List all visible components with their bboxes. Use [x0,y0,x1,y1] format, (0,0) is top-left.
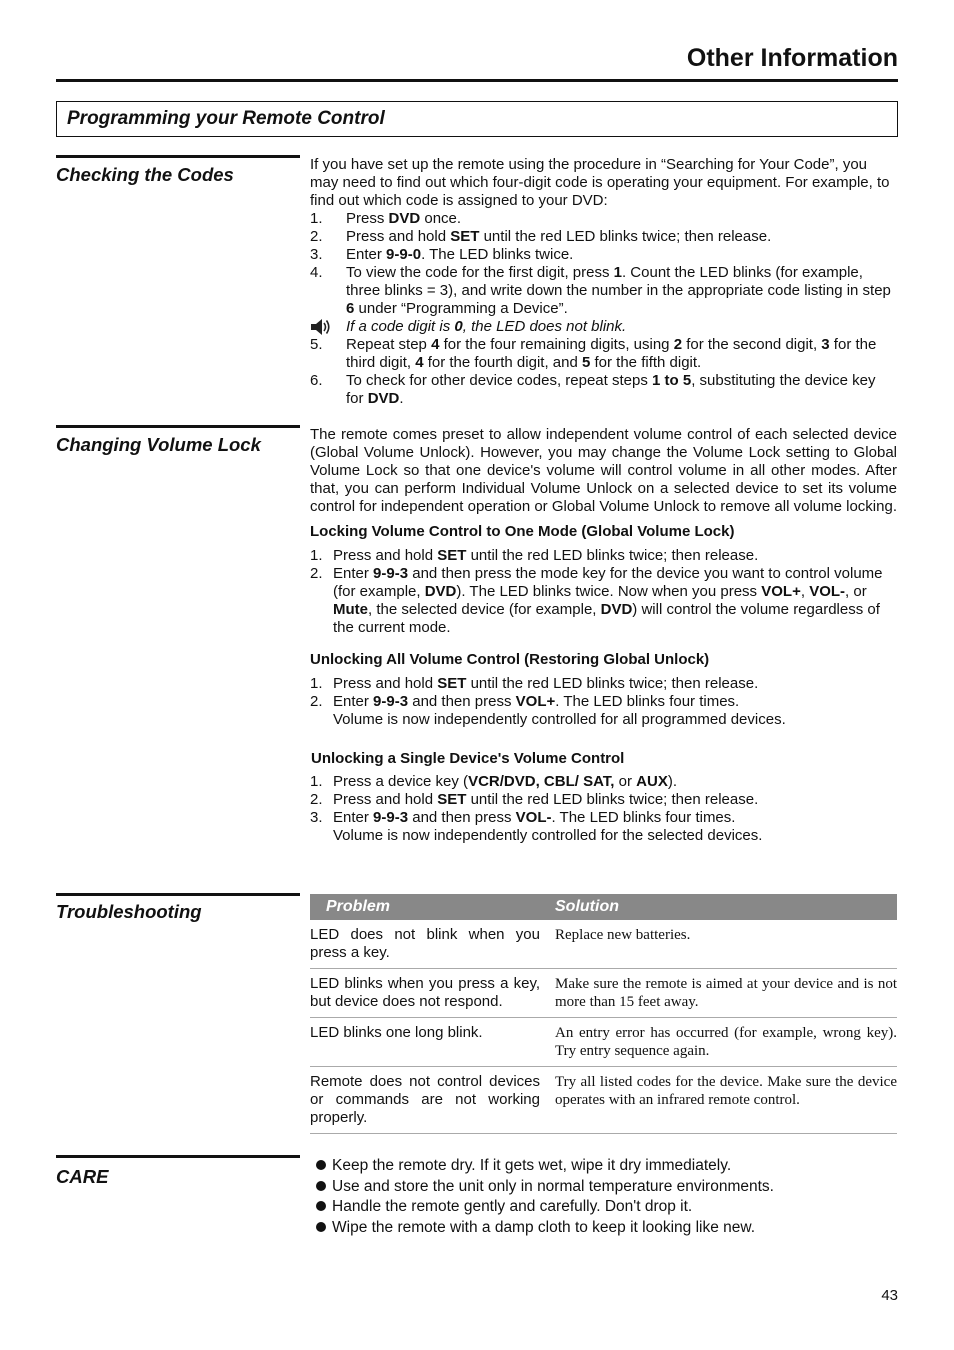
table-row [310,969,897,1018]
unlock-single-steps [310,773,897,827]
step-number: 3. [310,246,323,263]
solution-column-header: Solution [555,894,897,920]
step-number: 2. [310,228,323,245]
bullet-icon [316,1160,326,1170]
solution-cell: An entry error has occurred (for example, wrong key). Try entry sequence again. [555,1018,897,1067]
step-item [310,264,897,318]
step-text: Press and hold SET until the red LED blinks twice; then release. [333,547,759,564]
problem-cell: Remote does not control devices or commands are not working properly. [310,1067,555,1134]
step-text: Press DVD once. [346,210,462,227]
unlock-all-steps [310,675,897,711]
table-row [310,1067,897,1134]
step-text: Press and hold SET until the red LED blinks twice; then release. [333,675,759,692]
checking-heading: Checking the Codes [56,164,234,185]
step-text: Press and hold SET until the red LED blinks twice; then release. [333,791,759,808]
care-item-text: Handle the remote gently and carefully. Don't drop it. [332,1198,693,1215]
step-number: 6. [310,372,323,389]
checking-intro: If you have set up the remote using the procedure in “Searching for Your Code”, you may need to find out which four-digit code is operating your equipment. For example, to find out which code is assigned to your DVD: [310,156,890,209]
step-number: 2. [310,565,323,582]
problem-cell: LED does not blink when you press a key. [310,920,555,969]
title-divider [56,79,898,82]
solution-cell: Try all listed codes for the device. Make sure the device operates with an infrared remote control. [555,1067,897,1134]
step-number: 1. [310,773,323,790]
volume-heading: Changing Volume Lock [56,434,261,455]
volume-intro: The remote comes preset to allow independent volume control of each selected device (Global Volume Unlock). However, you may change the Volume Lock setting to Global Volume Lock so that one device's volume will control volume in all other modes. After that, you can perform Individual Volume Unlock on a selected device to set its volume control for independent operation or Global Volume Unlock to remove all volume locking. [310,426,897,515]
step-text: To view the code for the first digit, press 1. Count the LED blinks (for example, three blinks = 3), and write down the number in the appropriate code listing in step 6 under “Programming a Device”. [346,264,891,317]
step-text: Enter 9-9-3 and then press VOL-. The LED blinks four times. [333,809,736,826]
section-title: Programming your Remote Control [67,108,385,129]
unlock-all-after: Volume is now independently controlled for all programmed devices. [333,711,786,728]
care-content [310,1156,897,1238]
checking-steps-continued [310,336,897,408]
lock-title: Locking Volume Control to One Mode (Global Volume Lock) [310,523,735,540]
step-item [310,547,897,565]
step-item [310,210,897,228]
bullet-icon [316,1222,326,1232]
table-row [310,1018,897,1067]
checking-steps [310,210,897,318]
note-text: If a code digit is 0, the LED does not blink. [346,318,627,335]
checking-note [310,318,897,336]
step-text: Enter 9-9-0. The LED blinks twice. [346,246,574,263]
step-text: To check for other device codes, repeat steps 1 to 5, substituting the device key for DVD. [346,372,876,407]
step-item [310,246,897,264]
unlock-single-after: Volume is now independently controlled for the selected devices. [333,827,763,844]
problem-cell: LED blinks when you press a key, but device does not respond. [310,969,555,1018]
troubleshooting-heading: Troubleshooting [56,901,202,922]
troubleshooting-content [310,894,897,1134]
step-item [310,693,897,711]
care-item [310,1218,897,1239]
troubleshooting-table [310,894,897,1134]
step-item [310,565,897,637]
checking-divider [56,155,300,158]
care-item [310,1197,897,1218]
step-number: 1. [310,547,323,564]
solution-cell: Replace new batteries. [555,920,897,969]
step-text: Enter 9-9-3 and then press VOL+. The LED blinks four times. [333,693,740,710]
step-number: 4. [310,264,323,281]
volume-content [310,426,897,845]
step-item [310,809,897,827]
step-item [310,372,897,408]
care-item-text: Wipe the remote with a damp cloth to keep it looking like new. [332,1218,756,1236]
care-divider [56,1155,300,1158]
section-header-box [56,101,898,137]
step-item [310,773,897,791]
speaker-icon [310,317,332,337]
step-number: 2. [310,693,323,710]
care-item-text: Use and store the unit only in normal temperature environments. [332,1177,774,1195]
step-number: 2. [310,791,323,808]
bullet-icon [316,1181,326,1191]
troubleshooting-divider [56,893,300,896]
table-row [310,920,897,969]
care-heading: CARE [56,1166,109,1187]
step-number: 5. [310,336,323,353]
step-number: 3. [310,809,323,826]
volume-divider [56,425,300,428]
unlock-single-title: Unlocking a Single Device's Volume Control [311,750,625,767]
care-item [310,1156,897,1177]
lock-steps [310,547,897,637]
care-item-text: Keep the remote dry. If it gets wet, wipe it dry immediately. [332,1157,732,1174]
checking-content [310,156,897,408]
bullet-icon [316,1201,326,1211]
step-text: Repeat step 4 for the four remaining digits, using 2 for the second digit, 3 for the third digit, 4 for the fourth digit, and 5 for the fifth digit. [346,336,877,371]
problem-cell: LED blinks one long blink. [310,1018,555,1067]
page-number: 43 [881,1287,898,1304]
care-item [310,1177,897,1198]
step-item [310,228,897,246]
step-text: Press a device key (VCR/DVD, CBL/ SAT, or AUX). [333,773,677,790]
step-number: 1. [310,210,323,227]
solution-cell: Make sure the remote is aimed at your device and is not more than 15 feet away. [555,969,897,1018]
step-text: Press and hold SET until the red LED blinks twice; then release. [346,228,772,245]
step-text: Enter 9-9-3 and then press the mode key for the device you want to control volume (for example, DVD). The LED blinks twice. Now when you press VOL+, VOL-, or Mute, the selected device (for example, DVD) will control the volume regardless of the current mode. [333,565,883,636]
step-item [310,675,897,693]
problem-column-header: Problem [310,894,555,920]
step-number: 1. [310,675,323,692]
step-item [310,336,897,372]
unlock-all-title: Unlocking All Volume Control (Restoring Global Unlock) [310,651,710,668]
page-title: Other Information [686,44,898,72]
care-list [310,1156,897,1238]
step-item [310,791,897,809]
